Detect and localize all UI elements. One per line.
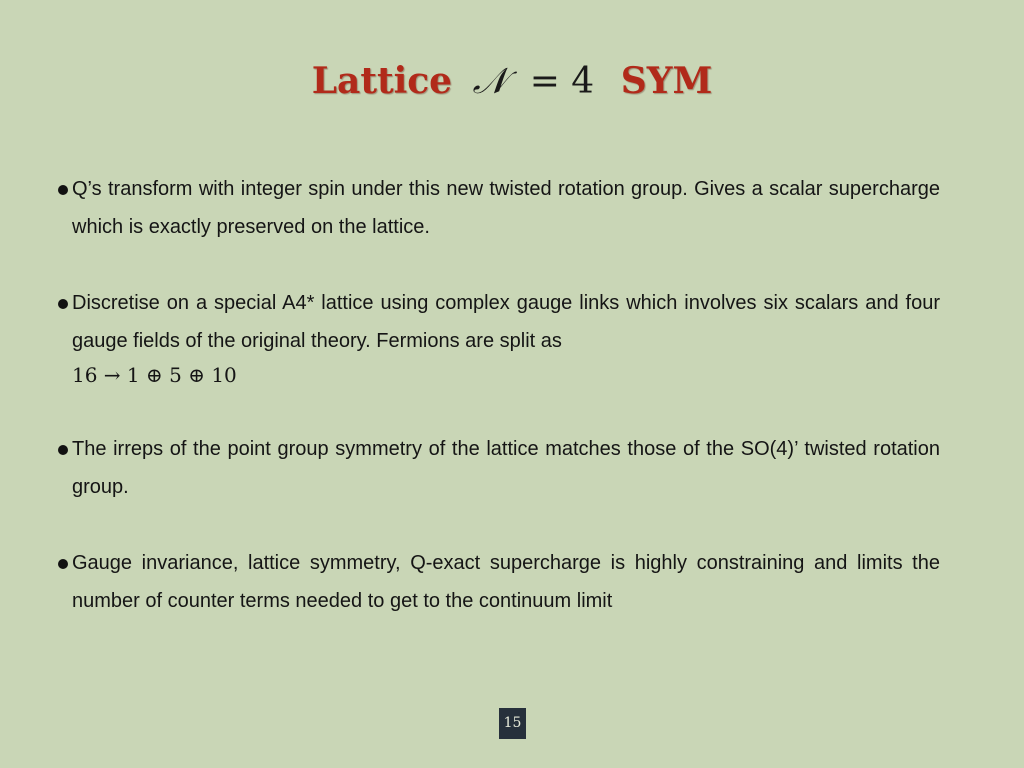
- bullet-item: [58, 170, 940, 246]
- bullet-text: Discretise on a special A4* lattice using complex gauge links which involves six scalars and four gauge fields of the original theory. Fermions are split as: [72, 292, 940, 352]
- bullet-dot-icon: [58, 299, 68, 309]
- title-math-symbol: 𝒩: [472, 61, 508, 102]
- title-suffix: SYM: [620, 60, 713, 102]
- slide-title: [0, 60, 1024, 103]
- bullet-item: [58, 430, 940, 506]
- fermion-split-formula: 16 → 1 ⊕ 5 ⊕ 10: [72, 363, 237, 387]
- title-math-relation: = 4: [529, 61, 595, 102]
- bullet-dot-icon: [58, 559, 68, 569]
- bullet-item: [58, 284, 940, 392]
- bullet-text: The irreps of the point group symmetry of the lattice matches those of the SO(4)’ twisted rotation group.: [72, 438, 940, 498]
- page-number-badge: 15: [499, 708, 526, 739]
- title-prefix: Lattice: [311, 60, 453, 102]
- bullet-item: [58, 544, 940, 620]
- bullet-dot-icon: [58, 445, 68, 455]
- bullet-text: Gauge invariance, lattice symmetry, Q-exact supercharge is highly constraining and limits the number of counter terms needed to get to the continuum limit: [72, 552, 940, 612]
- bullet-list: [58, 170, 940, 658]
- bullet-text: Q’s transform with integer spin under this new twisted rotation group. Gives a scalar supercharge which is exactly preserved on the lattice.: [72, 178, 940, 238]
- bullet-dot-icon: [58, 185, 68, 195]
